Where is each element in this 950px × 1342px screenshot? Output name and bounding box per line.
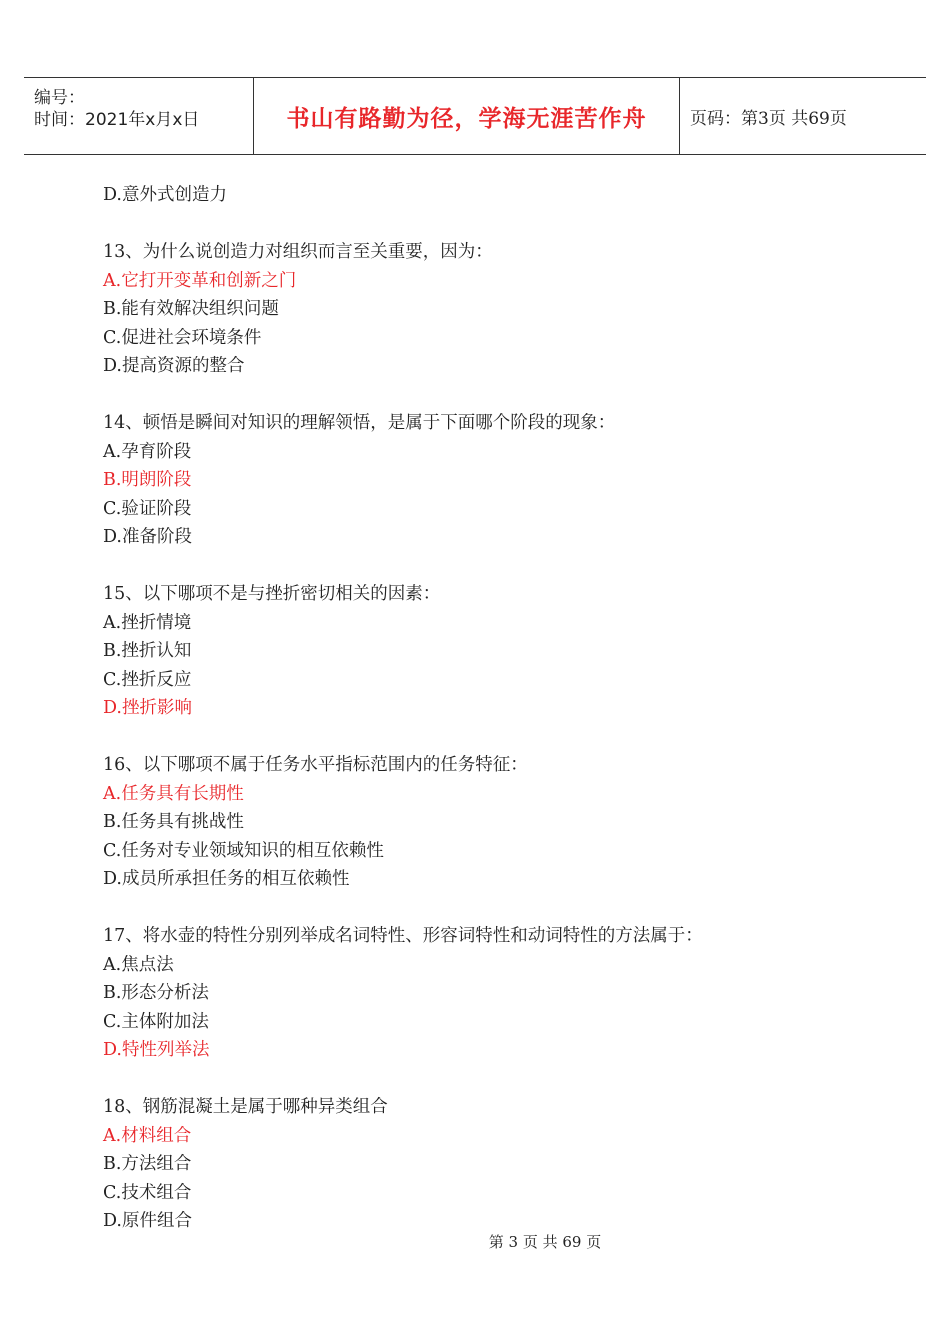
answer-option: A.焦点法	[103, 954, 174, 975]
header-meta-cell	[24, 78, 254, 154]
question-spacer	[103, 1065, 903, 1094]
answer-option-correct: B.明朗阶段	[103, 470, 192, 490]
answer-option: D.提高资源的整合	[103, 356, 245, 376]
previous-option: D.意外式创造力	[103, 185, 227, 205]
question-block	[103, 409, 903, 552]
answer-option: B.形态分析法	[103, 983, 209, 1003]
question-spacer	[103, 381, 903, 410]
answer-option-correct: A.材料组合	[103, 1125, 192, 1146]
header-motto-cell	[254, 78, 680, 154]
answer-option: C.验证阶段	[103, 498, 192, 519]
question-list	[103, 181, 903, 1236]
answer-option: C.主体附加法	[103, 1011, 209, 1032]
answer-option: D.原件组合	[103, 1211, 192, 1231]
answer-option: D.成员所承担任务的相互依赖性	[103, 869, 350, 889]
page-footer: 第 3 页 共 69 页	[488, 1233, 602, 1251]
question-spacer	[103, 723, 903, 752]
answer-option: C.挫折反应	[103, 669, 192, 690]
question-stem: 15、以下哪项不是与挫折密切相关的因素：	[103, 584, 441, 604]
answer-option: C.技术组合	[103, 1182, 192, 1203]
motto-text: 书山有路勤为径，学海无涯苦作舟	[286, 105, 647, 132]
question-block	[103, 922, 903, 1065]
question-stem: 17、将水壶的特性分别列举成名词特性、形容词特性和动词特性的方法属于：	[103, 926, 703, 946]
question-block	[103, 580, 903, 723]
question-spacer	[103, 894, 903, 923]
answer-option-correct: D.挫折影响	[103, 698, 192, 718]
question-stem: 14、顿悟是瞬间对知识的理解领悟，是属于下面哪个阶段的现象：	[103, 413, 616, 433]
answer-option-correct: D.特性列举法	[103, 1040, 210, 1060]
answer-option: B.任务具有挑战性	[103, 812, 244, 832]
question-stem: 18、钢筋混凝土是属于哪种异类组合	[103, 1097, 388, 1117]
answer-option-correct: A.任务具有长期性	[103, 783, 244, 804]
page-header	[24, 77, 926, 155]
answer-option: C.任务对专业领域知识的相互依赖性	[103, 840, 384, 861]
page-code-label: 页码：第3页 共69页	[690, 108, 847, 129]
answer-option: B.方法组合	[103, 1154, 192, 1174]
answer-option: D.准备阶段	[103, 527, 192, 547]
answer-option: B.挫折认知	[103, 641, 192, 661]
answer-option: A.孕育阶段	[103, 441, 192, 462]
answer-option: B.能有效解决组织问题	[103, 299, 279, 319]
answer-option: A.挫折情境	[103, 612, 192, 633]
question-block	[103, 751, 903, 894]
question-block	[103, 1093, 903, 1236]
answer-option-correct: A.它打开变革和创新之门	[103, 270, 297, 291]
question-stem: 16、以下哪项不属于任务水平指标范围内的任务特征：	[103, 755, 528, 775]
question-block	[103, 238, 903, 381]
document-time-label: 时间：2021年x月x日	[34, 110, 200, 130]
question-spacer	[103, 552, 903, 581]
question-spacer	[103, 210, 903, 239]
answer-option: C.促进社会环境条件	[103, 327, 262, 348]
question-stem: 13、为什么说创造力对组织而言至关重要，因为：	[103, 242, 493, 262]
document-number-label: 编号：	[34, 88, 85, 108]
header-page-cell	[680, 78, 926, 154]
